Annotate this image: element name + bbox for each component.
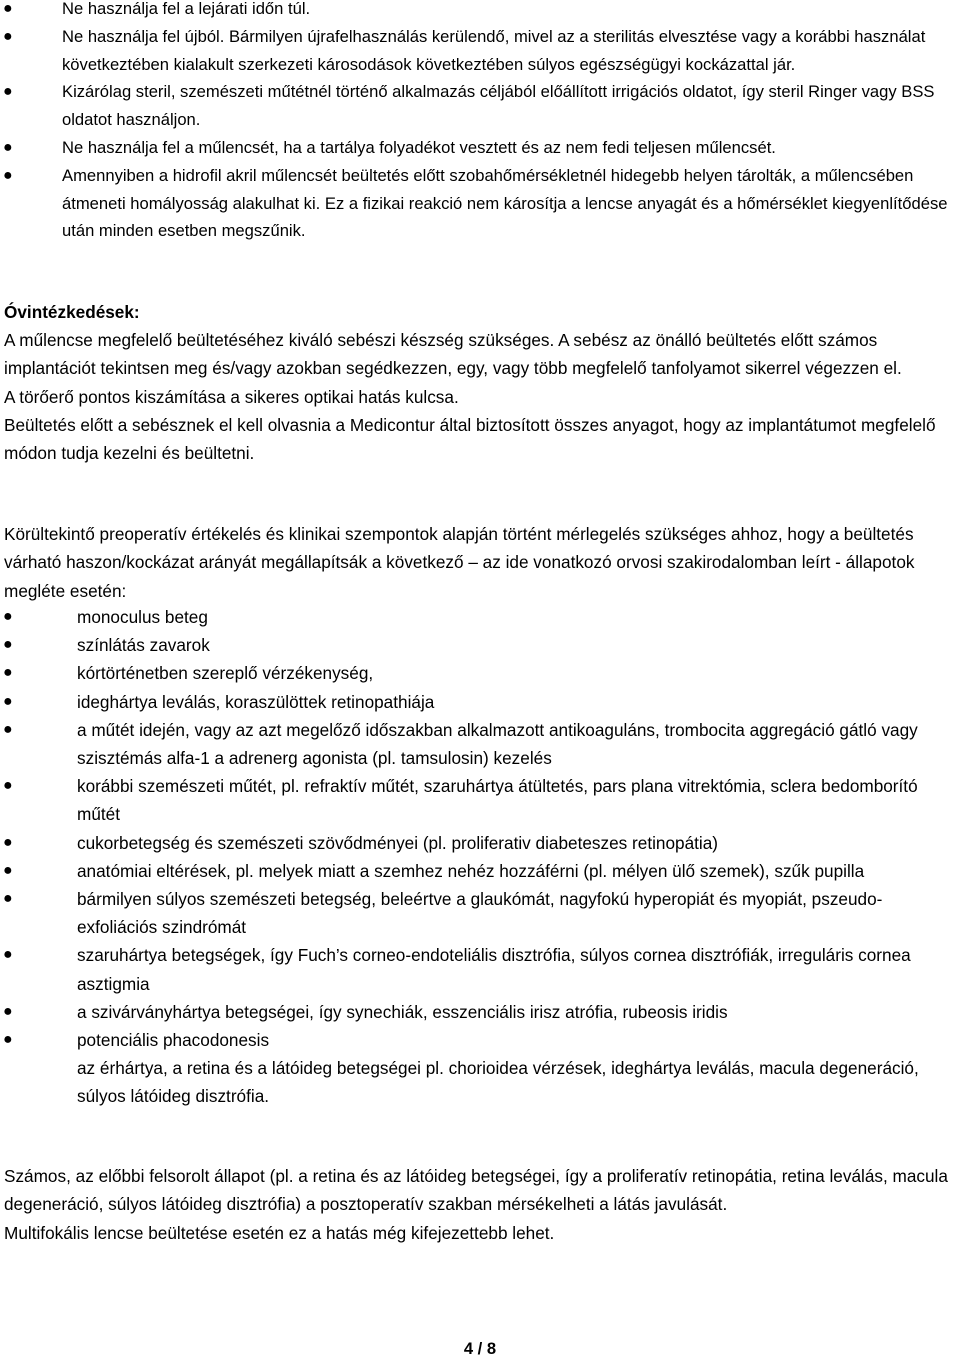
warning-text: Ne használja fel a műlencsét, ha a tartálya folyadékot vesztett és az nem fedi teljesen műlencsét. bbox=[62, 137, 776, 157]
warning-text: Ne használja fel újból. Bármilyen újrafelhasználás kerülendő, mivel az a sterilitás elvesztése vagy a korábbi használat következtében kialakult szerkezeti károsodások következtében súlyos egészségügyi kockázattal jár. bbox=[62, 26, 926, 74]
risk-text: potenciális phacodonesis bbox=[77, 1030, 270, 1051]
list-item bbox=[0, 857, 960, 885]
bullet-icon: ● bbox=[3, 890, 13, 908]
risk-text: korábbi szemészeti műtét, pl. refraktív műtét, szaruhártya átültetés, pars plana vitrektómia, sclera bedomborító műtét bbox=[77, 776, 918, 825]
list-item bbox=[0, 0, 960, 23]
list-item bbox=[0, 998, 960, 1026]
precaution-paragraph: A törőerő pontos kiszámítása a sikeres optikai hatás kulcsa. bbox=[4, 386, 459, 407]
risk-text: színlátás zavarok bbox=[77, 635, 210, 656]
list-item bbox=[0, 1026, 960, 1054]
bullet-icon: ● bbox=[3, 720, 13, 738]
page-number: 4 / 8 bbox=[463, 1339, 497, 1358]
precautions-heading: Óvintézkedések: bbox=[4, 302, 140, 322]
closing-paragraph: Multifokális lencse beültetése esetén ez a hatás még kifejezettebb lehet. bbox=[4, 1222, 555, 1243]
bullet-icon: ● bbox=[3, 1031, 13, 1049]
bullet-icon: ● bbox=[3, 27, 13, 45]
risk-text: a műtét idején, vagy az azt megelőző időszakban alkalmazott antikoaguláns, trombocita aggregáció gátló vagy szisztémás alfa-1 a adrenerg agonista (pl. tamsulosin) kezelés bbox=[77, 719, 918, 769]
list-item-continuation bbox=[0, 1054, 960, 1110]
list-item bbox=[0, 885, 960, 941]
list-item bbox=[0, 78, 960, 134]
warning-text: Amennyiben a hidrofil akril műlencsét beültetés előtt szobahőmérsékletnél hidegebb helyen tárolták, a műlencsében átmeneti homályosság alakulhat ki. Ez a fizikai reakció nem károsítja a lencse anyagát és a hőmérséklet kiegyenlítődése után minden esetben megszűnik. bbox=[62, 165, 948, 241]
risk-text: bármilyen súlyos szemészeti betegség, beleértve a glaukómát, nagyfokú hyperopiát és myopiát, pszeudo-exfoliációs szindrómát bbox=[77, 889, 883, 938]
bullet-icon: ● bbox=[3, 138, 13, 156]
warning-text: Ne használja fel a lejárati időn túl. bbox=[62, 0, 311, 18]
list-item bbox=[0, 829, 960, 857]
bullet-icon: ● bbox=[3, 636, 13, 654]
bullet-icon: ● bbox=[3, 946, 13, 964]
list-item bbox=[0, 162, 960, 245]
list-item bbox=[0, 688, 960, 716]
list-item bbox=[0, 603, 960, 631]
risk-text: monoculus beteg bbox=[77, 607, 208, 627]
risk-list bbox=[0, 603, 960, 1111]
risk-text: a szivárványhártya betegségei, így synechiák, esszenciális irisz atrófia, rubeosis iridis bbox=[77, 1001, 728, 1022]
list-item bbox=[0, 23, 960, 79]
risk-text: kórtörténetben szereplő vérzékenység, bbox=[77, 663, 374, 684]
precautions-block bbox=[4, 326, 956, 467]
bullet-icon: ● bbox=[3, 83, 13, 101]
warnings-list bbox=[0, 0, 960, 245]
bullet-icon: ● bbox=[3, 608, 13, 625]
precaution-paragraph: Beültetés előtt a sebésznek el kell olvasnia a Medicontur által biztosított összes anyagot, hogy az implantátumot megfelelő módon tudja kezelni és beültetni. bbox=[4, 414, 936, 464]
list-item bbox=[0, 716, 960, 772]
bullet-icon: ● bbox=[3, 692, 13, 710]
list-item bbox=[0, 134, 960, 162]
risk-text: ideghártya leválás, koraszülöttek retinopathiája bbox=[77, 691, 435, 712]
bullet-icon: ● bbox=[3, 777, 13, 795]
list-item bbox=[0, 941, 960, 997]
risk-text: az érhártya, a retina és a látóideg betegségei pl. chorioidea vérzések, ideghártya leválás, macula degeneráció, súlyos látóideg disztrófia. bbox=[77, 1058, 919, 1107]
bullet-icon: ● bbox=[3, 833, 13, 851]
closing-paragraph: Számos, az előbbi felsorolt állapot (pl. a retina és az látóideg betegségei, így a proliferatív retinopátia, retina leválás, macula degeneráció, súlyos látóideg disztrófia) a posztoperatív szakban mérsékelheti a látás javulását. bbox=[4, 1166, 948, 1215]
bullet-icon: ● bbox=[3, 861, 13, 879]
list-item bbox=[0, 772, 960, 828]
bullet-icon: ● bbox=[3, 664, 13, 682]
bullet-icon: ● bbox=[3, 1002, 13, 1020]
intro-paragraph: Körültekintő preoperatív értékelés és klinikai szempontok alapján történt mérlegelés szükséges ahhoz, hogy a beültetés várható haszon/kockázat arányát megállapítsák a következő – az ide vonatkozó orvosi szakirodalomban leírt - állapotok megléte esetén: bbox=[4, 524, 915, 601]
closing-block bbox=[4, 1162, 956, 1247]
risk-text: anatómiai eltérések, pl. melyek miatt a szemhez nehéz hozzáférni (pl. mélyen ülő szemek), szűk pupilla bbox=[77, 860, 865, 881]
bullet-icon: ● bbox=[3, 166, 13, 184]
risk-text: cukorbetegség és szemészeti szövődményei (pl. proliferativ diabeteszes retinopátia) bbox=[77, 832, 719, 853]
risk-text: szaruhártya betegségek, így Fuch’s corneo-endoteliális disztrófia, súlyos cornea disztrófiák, irreguláris cornea asztigmia bbox=[77, 945, 911, 994]
list-item bbox=[0, 631, 960, 659]
warning-text: Kizárólag steril, szemészeti műtétnél történő alkalmazás céljából előállított irrigációs oldatot, így steril Ringer vagy BSS oldatot használjon. bbox=[62, 82, 935, 130]
bullet-icon: ● bbox=[3, 0, 13, 17]
precaution-paragraph: A műlencse megfelelő beültetéséhez kiváló sebészi készség szükséges. A sebész az önálló beültetés előtt számos implantációt tekintsen meg és/vagy azokban segédkezzen, egy, vagy több megfelelő tanfolyamot sikerrel végezzen el. bbox=[4, 330, 902, 379]
list-item bbox=[0, 659, 960, 687]
